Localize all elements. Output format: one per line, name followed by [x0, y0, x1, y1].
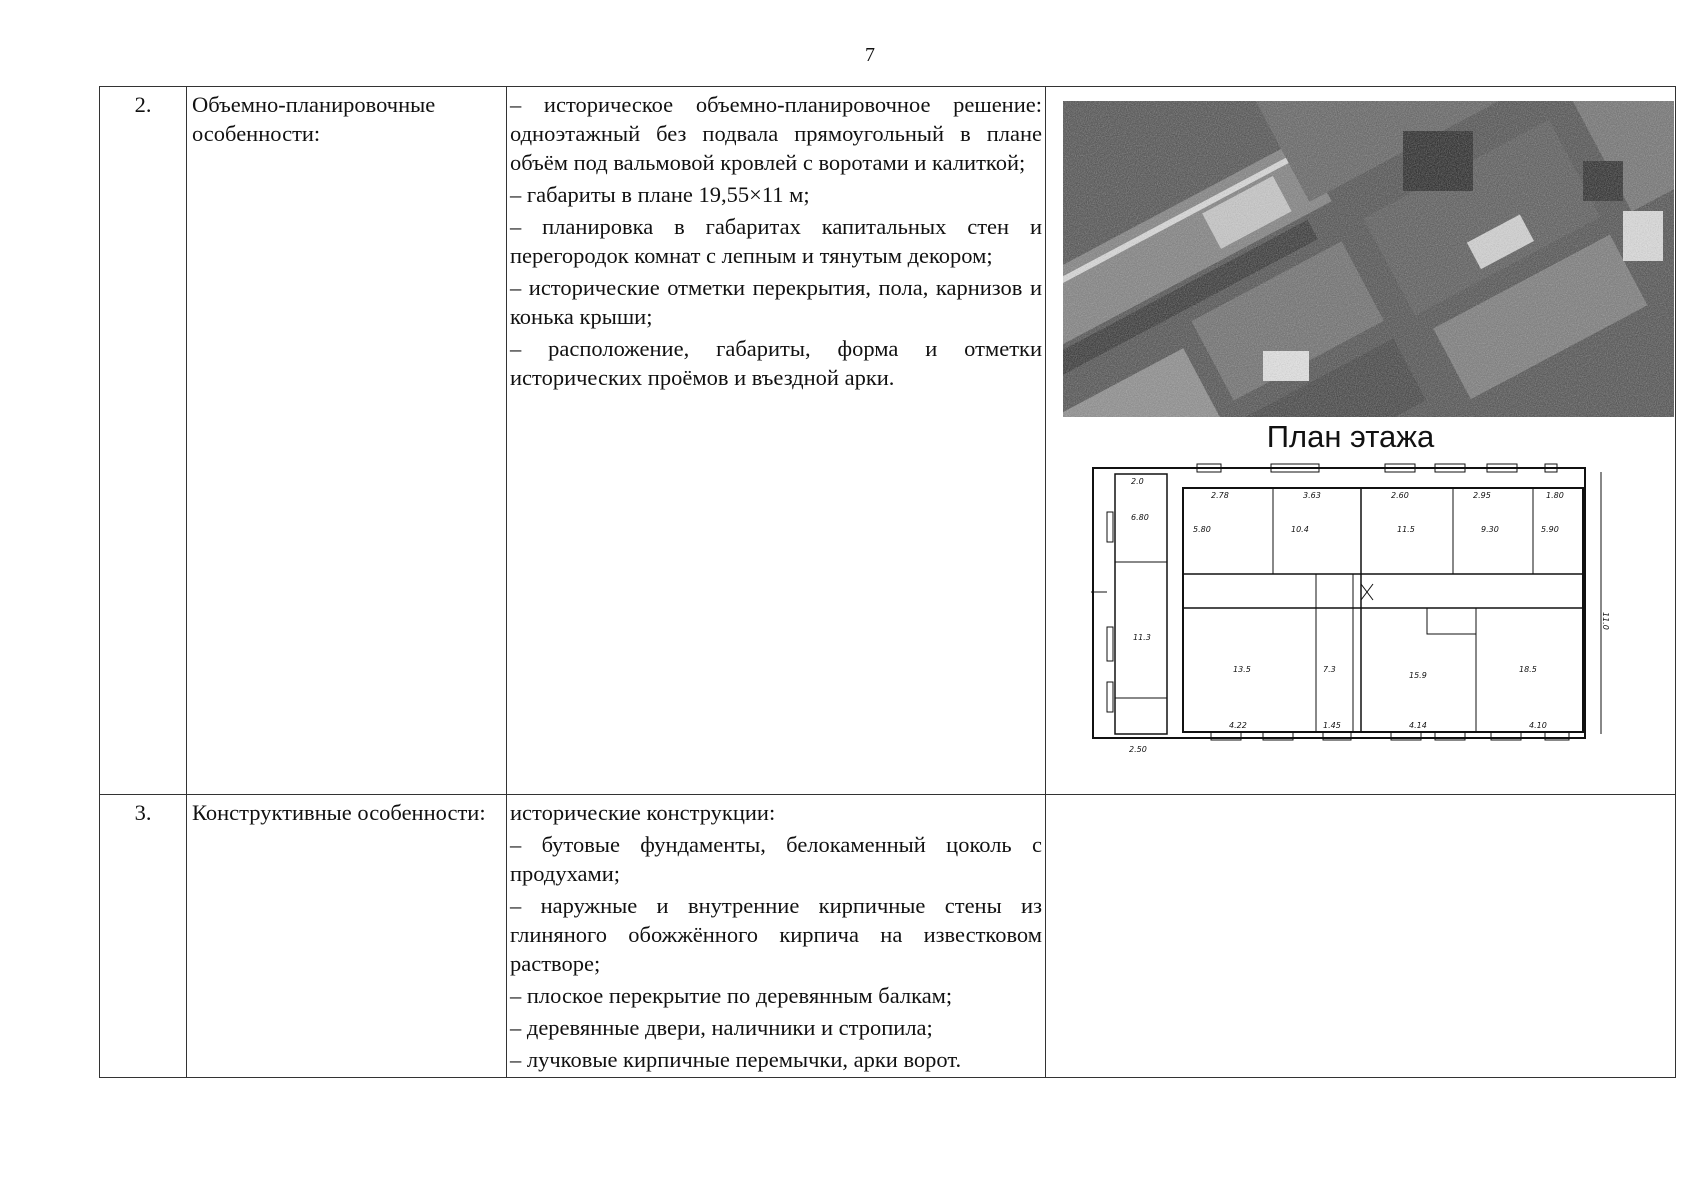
- svg-text:4.22: 4.22: [1229, 721, 1247, 730]
- svg-text:4.14: 4.14: [1409, 721, 1427, 730]
- svg-text:10.4: 10.4: [1291, 525, 1309, 534]
- description-item: – габариты в плане 19,55×11 м;: [510, 182, 810, 207]
- empty-cell: [1046, 795, 1676, 1078]
- description-item: – историческое объемно-планировочное решение: одноэтажный без подвала прямоугольный в плане объём под вальмовой кровлей с воротами и калиткой;: [510, 92, 1042, 175]
- description-item: – деревянные двери, наличники и стропила;: [510, 1015, 933, 1040]
- svg-text:2.60: 2.60: [1391, 491, 1409, 500]
- description-item: – наружные и внутренние кирпичные стены из глиняного обожжённого кирпича на известковом растворе;: [510, 893, 1042, 976]
- svg-text:5.80: 5.80: [1193, 525, 1211, 534]
- svg-text:4.10: 4.10: [1529, 721, 1547, 730]
- svg-text:11.5: 11.5: [1397, 525, 1415, 534]
- description-item: – исторические отметки перекрытия, пола, карнизов и конька крыши;: [510, 275, 1042, 329]
- svg-text:9.30: 9.30: [1481, 525, 1499, 534]
- description-item: – расположение, габариты, форма и отметки исторических проёмов и въездной арки.: [510, 336, 1042, 390]
- aerial-photo: [1063, 101, 1674, 417]
- svg-text:2.95: 2.95: [1473, 491, 1491, 500]
- svg-text:6.80: 6.80: [1131, 513, 1149, 522]
- svg-text:2.50: 2.50: [1129, 745, 1147, 754]
- description-item: – бутовые фундаменты, белокаменный цоколь с продухами;: [510, 832, 1042, 886]
- description-item: исторические конструкции:: [510, 800, 776, 825]
- svg-text:1.45: 1.45: [1323, 721, 1341, 730]
- svg-text:11.3: 11.3: [1133, 633, 1151, 642]
- svg-text:18.5: 18.5: [1519, 665, 1537, 674]
- svg-text:11.0: 11.0: [1601, 612, 1610, 630]
- svg-text:2.0: 2.0: [1131, 477, 1144, 486]
- table-row: [100, 795, 1676, 1078]
- illustration-cell: [1046, 87, 1676, 795]
- feature-description: [507, 795, 1046, 1078]
- svg-text:5.90: 5.90: [1541, 525, 1559, 534]
- floor-plan: [1091, 462, 1631, 762]
- table-row: [100, 87, 1676, 795]
- description-item: – лучковые кирпичные перемычки, арки ворот.: [510, 1047, 962, 1072]
- heritage-features-table: [99, 86, 1676, 1078]
- feature-name: Конструктивные особенности:: [187, 795, 507, 1078]
- svg-text:15.9: 15.9: [1409, 671, 1427, 680]
- row-number: 2.: [100, 87, 187, 795]
- page-number: 7: [865, 44, 875, 66]
- description-item: – планировка в габаритах капитальных стен и перегородок комнат с лепным и тянутым декором;: [510, 214, 1042, 268]
- svg-text:1.80: 1.80: [1546, 491, 1564, 500]
- svg-text:2.78: 2.78: [1211, 491, 1229, 500]
- plan-title: План этажа: [1266, 419, 1435, 454]
- description-item: – плоское перекрытие по деревянным балкам;: [510, 983, 953, 1008]
- svg-text:3.63: 3.63: [1303, 491, 1321, 500]
- row-number: 3.: [100, 795, 187, 1078]
- feature-name: Объемно-планировочные особенности:: [187, 87, 507, 795]
- feature-description: [507, 87, 1046, 795]
- svg-text:13.5: 13.5: [1233, 665, 1251, 674]
- svg-text:7.3: 7.3: [1323, 665, 1336, 674]
